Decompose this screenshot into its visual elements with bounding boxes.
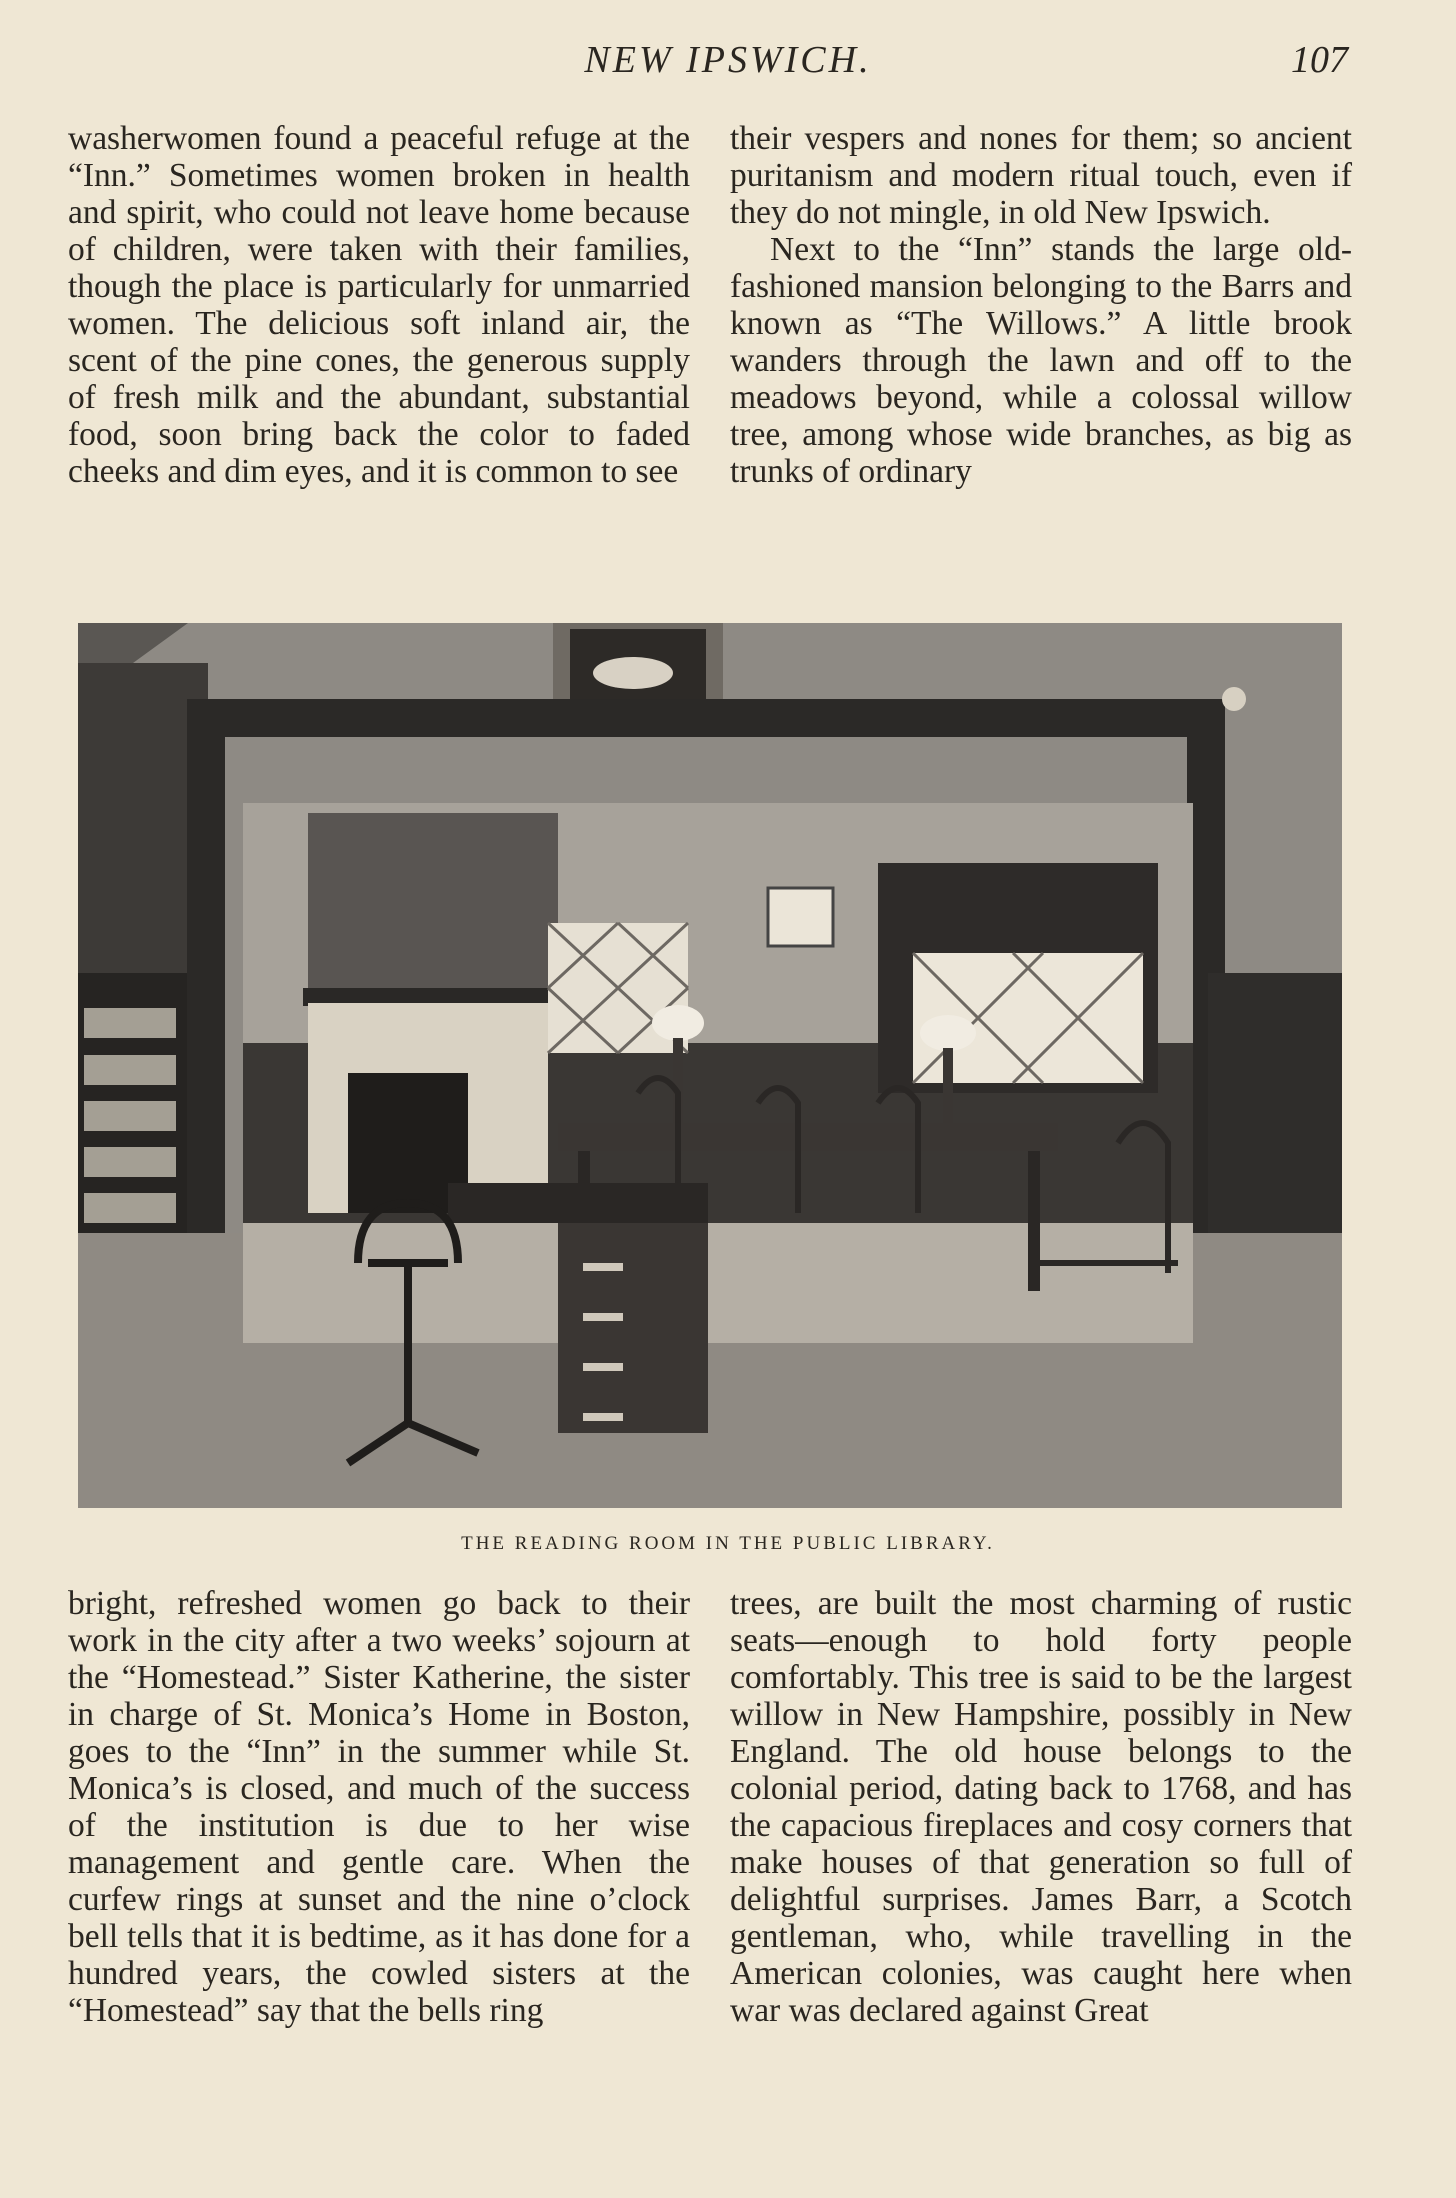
running-title: NEW IPSWICH.	[584, 39, 872, 81]
figure-caption: THE READING ROOM IN THE PUBLIC LIBRARY.	[461, 1533, 995, 1554]
reading-room-illustration	[78, 623, 1342, 1508]
paragraph: Next to the “Inn” stands the large old-fashioned mansion belonging to the Barrs and known as “The Willows.” A little brook wanders through the lawn and off to the meadows beyond, while a colossal willow tree, among whose wide branches, as big as trunks of ordinary	[730, 231, 1352, 490]
paragraph: washerwomen found a peaceful refuge at the “Inn.” Sometimes women broken in health and spirit, who could not leave home because of children, were taken with their families, though the place is particularly for unmarried women. The delicious soft inland air, the scent of the pine cones, the generous supply of fresh milk and the abundant, substantial food, soon bring back the color to faded cheeks and dim eyes, and it is common to see	[68, 120, 690, 490]
desk	[448, 1183, 708, 1223]
page-number: 107	[1291, 39, 1348, 81]
text-column-left-bottom	[68, 1585, 690, 2029]
reading-table	[558, 1123, 1058, 1151]
text-column-right-top	[730, 120, 1352, 490]
paragraph: bright, refreshed women go back to their work in the city after a two weeks’ sojourn at the “Homestead.” Sister Katherine, the sister in charge of St. Monica’s Home in Boston, goes to the “Inn” in the summer while St. Monica’s is closed, and much of the success of the institution is due to her wise management and gentle care. When the curfew rings at sunset and the nine o’clock bell tells that it is bedtime, as it has done for a hundred years, the cowled sisters at the “Homestead” say that the bells ring	[68, 1585, 690, 2029]
reading-room-photograph	[78, 623, 1342, 1508]
text-column-right-bottom	[730, 1585, 1352, 2029]
paragraph: trees, are built the most charming of rustic seats—enough to hold forty people comfortably. This tree is said to be the largest willow in New Hampshire, possibly in New England. The old house belongs to the colonial period, dating back to 1768, and has the capacious fireplaces and cosy corners that make houses of that generation so full of delightful surprises. James Barr, a Scotch gentleman, who, while travelling in the American colonies, was caught here when war was declared against Great	[730, 1585, 1352, 2029]
text-column-left-top	[68, 120, 690, 490]
paragraph: their vespers and nones for them; so ancient puritanism and modern ritual touch, even if they do not mingle, in old New Ipswich.	[730, 120, 1352, 231]
